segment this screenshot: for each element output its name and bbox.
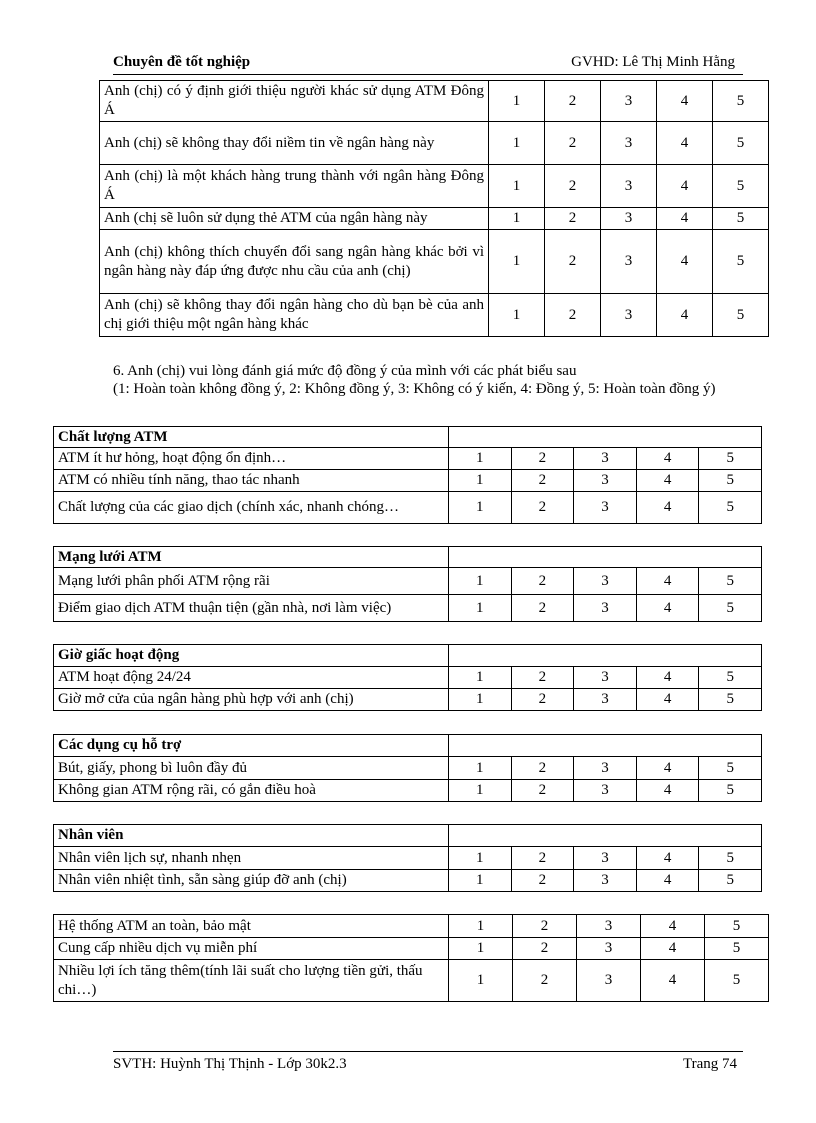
rating-option[interactable]: 1 (449, 448, 512, 470)
rating-option[interactable]: 4 (636, 689, 699, 711)
rating-option[interactable]: 3 (574, 595, 637, 622)
rating-option[interactable]: 3 (574, 568, 637, 595)
rating-option[interactable]: 5 (713, 122, 769, 165)
section-header-row (54, 645, 762, 667)
rating-option[interactable]: 5 (713, 208, 769, 230)
table-row (100, 81, 769, 122)
table-row (54, 568, 762, 595)
empty-cell (449, 735, 762, 757)
statement-cell: ATM có nhiều tính năng, thao tác nhanh (54, 470, 449, 492)
rating-option[interactable]: 5 (699, 492, 762, 524)
section-title: Các dụng cụ hỗ trợ (54, 735, 449, 757)
table-row (54, 938, 769, 960)
rating-option[interactable]: 3 (577, 915, 641, 938)
statement-cell: Nhân viên lịch sự, nhanh nhẹn (54, 847, 449, 870)
table-row (54, 689, 762, 711)
statement-cell: Anh (chị) là một khách hàng trung thành với ngân hàng Đông Á (100, 165, 489, 208)
statement-cell: Anh (chị sẽ luôn sử dụng thẻ ATM của ngân hàng này (100, 208, 489, 230)
rating-option[interactable]: 2 (513, 960, 577, 1002)
rating-option[interactable]: 3 (574, 470, 637, 492)
rating-option[interactable]: 4 (636, 448, 699, 470)
rating-option[interactable]: 4 (641, 960, 705, 1002)
rating-option[interactable]: 3 (574, 448, 637, 470)
rating-option[interactable]: 3 (577, 960, 641, 1002)
rating-option[interactable]: 4 (636, 568, 699, 595)
empty-cell (449, 547, 762, 568)
section-staff (53, 824, 762, 892)
statement-cell: Anh (chị) có ý định giới thiệu người khác sử dụng ATM Đông Á (100, 81, 489, 122)
rating-option[interactable]: 3 (601, 81, 657, 122)
document-title: Chuyên đề tốt nghiệp (113, 54, 251, 70)
rating-option[interactable]: 1 (449, 568, 512, 595)
rating-option[interactable]: 5 (699, 689, 762, 711)
rating-option[interactable]: 4 (636, 847, 699, 870)
rating-option[interactable]: 1 (449, 960, 513, 1002)
section-title: Giờ giấc hoạt động (54, 645, 449, 667)
statement-cell: ATM hoạt động 24/24 (54, 667, 449, 689)
table-row (100, 208, 769, 230)
rating-option[interactable]: 1 (449, 689, 512, 711)
table-row (54, 960, 769, 1002)
rating-option[interactable]: 2 (513, 915, 577, 938)
section-support-tools (53, 734, 762, 802)
question-6 (113, 362, 765, 398)
rating-option[interactable]: 4 (657, 294, 713, 337)
empty-cell (449, 825, 762, 847)
loyalty-table (99, 80, 769, 337)
rating-option[interactable]: 5 (699, 667, 762, 689)
rating-option[interactable]: 1 (489, 81, 545, 122)
table-row (54, 492, 762, 524)
statement-cell: Nhiều lợi ích tăng thêm(tính lãi suất cho lượng tiền gửi, thấu chi…) (54, 960, 449, 1002)
rating-option[interactable]: 2 (511, 667, 574, 689)
section-title: Nhân viên (54, 825, 449, 847)
table-row (54, 780, 762, 802)
rating-option[interactable]: 4 (657, 230, 713, 294)
rating-option[interactable]: 4 (657, 208, 713, 230)
rating-option[interactable]: 5 (713, 294, 769, 337)
section-atm-quality (53, 426, 762, 524)
table-row (54, 470, 762, 492)
rating-option[interactable]: 2 (511, 448, 574, 470)
section-title: Mạng lưới ATM (54, 547, 449, 568)
rating-option[interactable]: 5 (705, 915, 769, 938)
rating-option[interactable]: 5 (713, 81, 769, 122)
rating-option[interactable]: 1 (449, 667, 512, 689)
rating-option[interactable]: 4 (641, 938, 705, 960)
table-row (54, 870, 762, 892)
rating-option[interactable]: 4 (636, 780, 699, 802)
rating-option[interactable]: 2 (511, 595, 574, 622)
rating-option[interactable]: 1 (449, 870, 512, 892)
rating-option[interactable]: 1 (489, 122, 545, 165)
statement-cell: Bút, giấy, phong bì luôn đầy đủ (54, 757, 449, 780)
rating-option[interactable]: 3 (574, 870, 637, 892)
rating-option[interactable]: 3 (601, 230, 657, 294)
table-row (54, 847, 762, 870)
empty-cell (449, 645, 762, 667)
table-row (100, 294, 769, 337)
section-atm-network (53, 546, 762, 622)
rating-option[interactable]: 1 (449, 470, 512, 492)
rating-option[interactable]: 1 (489, 208, 545, 230)
rating-option[interactable]: 1 (489, 165, 545, 208)
rating-option[interactable]: 2 (545, 294, 601, 337)
rating-option[interactable]: 2 (511, 757, 574, 780)
rating-option[interactable]: 2 (511, 492, 574, 524)
table-row (54, 448, 762, 470)
section-operating-hours (53, 644, 762, 711)
rating-option[interactable]: 5 (705, 938, 769, 960)
rating-option[interactable]: 5 (705, 960, 769, 1002)
statement-cell: Cung cấp nhiều dịch vụ miễn phí (54, 938, 449, 960)
rating-option[interactable]: 2 (511, 689, 574, 711)
statement-cell: Hệ thống ATM an toàn, bảo mật (54, 915, 449, 938)
rating-option[interactable]: 1 (449, 915, 513, 938)
statement-cell: ATM ít hư hỏng, hoạt động ổn định… (54, 448, 449, 470)
page-header (113, 52, 743, 75)
rating-option[interactable]: 1 (489, 230, 545, 294)
rating-option[interactable]: 4 (636, 470, 699, 492)
supervisor-name: GVHD: Lê Thị Minh Hằng (571, 54, 735, 70)
rating-option[interactable]: 1 (449, 492, 512, 524)
rating-option[interactable]: 2 (545, 81, 601, 122)
statement-cell: Không gian ATM rộng rãi, có gắn điều hoà (54, 780, 449, 802)
statement-cell: Chất lượng của các giao dịch (chính xác, nhanh chóng… (54, 492, 449, 524)
statement-cell: Giờ mở cửa của ngân hàng phù hợp với anh (chị) (54, 689, 449, 711)
rating-option[interactable]: 2 (545, 165, 601, 208)
section-header-row (54, 427, 762, 448)
rating-option[interactable]: 5 (699, 448, 762, 470)
table-row (100, 165, 769, 208)
page-number: Trang 74 (682, 1056, 737, 1072)
rating-option[interactable]: 4 (636, 870, 699, 892)
table-row (54, 595, 762, 622)
section-header-row (54, 735, 762, 757)
rating-option[interactable]: 5 (699, 847, 762, 870)
section-header-row (54, 547, 762, 568)
rating-option[interactable]: 2 (545, 122, 601, 165)
statement-cell: Điểm giao dịch ATM thuận tiện (gần nhà, nơi làm việc) (54, 595, 449, 622)
rating-option[interactable]: 4 (636, 757, 699, 780)
section-other (53, 914, 769, 1002)
rating-option[interactable]: 5 (713, 165, 769, 208)
page-footer (113, 1051, 743, 1072)
rating-option[interactable]: 1 (449, 757, 512, 780)
rating-option[interactable]: 1 (449, 938, 513, 960)
statement-cell: Nhân viên nhiệt tình, sẵn sàng giúp đỡ anh (chị) (54, 870, 449, 892)
rating-option[interactable]: 5 (699, 568, 762, 595)
rating-option[interactable]: 2 (511, 870, 574, 892)
rating-option[interactable]: 4 (657, 122, 713, 165)
rating-option[interactable]: 1 (449, 595, 512, 622)
rating-option[interactable]: 3 (601, 122, 657, 165)
statement-cell: Mạng lưới phân phối ATM rộng rãi (54, 568, 449, 595)
rating-option[interactable]: 4 (641, 915, 705, 938)
rating-option[interactable]: 2 (511, 568, 574, 595)
table-row (54, 667, 762, 689)
rating-option[interactable]: 2 (513, 938, 577, 960)
empty-cell (449, 427, 762, 448)
table-row (54, 915, 769, 938)
statement-cell: Anh (chị) sẽ không thay đổi niềm tin về ngân hàng này (100, 122, 489, 165)
rating-option[interactable]: 3 (574, 689, 637, 711)
rating-option[interactable]: 1 (449, 780, 512, 802)
rating-option[interactable]: 4 (657, 81, 713, 122)
rating-option[interactable]: 3 (601, 165, 657, 208)
table-row (54, 757, 762, 780)
rating-option[interactable]: 2 (545, 230, 601, 294)
table-row (100, 122, 769, 165)
rating-option[interactable]: 5 (699, 780, 762, 802)
scale-note: (1: Hoàn toàn không đồng ý, 2: Không đồng ý, 3: Không có ý kiến, 4: Đồng ý, 5: Hoàn toàn đồng ý) (113, 381, 716, 397)
rating-option[interactable]: 5 (713, 230, 769, 294)
rating-option[interactable]: 5 (699, 595, 762, 622)
rating-option[interactable]: 1 (489, 294, 545, 337)
section-header-row (54, 825, 762, 847)
rating-option[interactable]: 2 (545, 208, 601, 230)
rating-option[interactable]: 3 (574, 492, 637, 524)
rating-option[interactable]: 3 (574, 847, 637, 870)
rating-option[interactable]: 3 (574, 780, 637, 802)
rating-option[interactable]: 4 (636, 492, 699, 524)
rating-option[interactable]: 2 (511, 847, 574, 870)
statement-cell: Anh (chị) không thích chuyển đổi sang ngân hàng khác bởi vì ngân hàng này đáp ứng được nhu cầu của anh (chị) (100, 230, 489, 294)
rating-option[interactable]: 4 (636, 667, 699, 689)
table-row (100, 230, 769, 294)
rating-option[interactable]: 5 (699, 870, 762, 892)
rating-option[interactable]: 5 (699, 757, 762, 780)
statement-cell: Anh (chị) sẽ không thay đổi ngân hàng cho dù bạn bè của anh chị giới thiệu một ngân hàng khác (100, 294, 489, 337)
rating-option[interactable]: 3 (574, 757, 637, 780)
rating-option[interactable]: 5 (699, 470, 762, 492)
rating-option[interactable]: 3 (601, 208, 657, 230)
rating-option[interactable]: 4 (657, 165, 713, 208)
rating-option[interactable]: 3 (574, 667, 637, 689)
rating-option[interactable]: 3 (577, 938, 641, 960)
rating-option[interactable]: 2 (511, 780, 574, 802)
section-title: Chất lượng ATM (54, 427, 449, 448)
rating-option[interactable]: 3 (601, 294, 657, 337)
rating-option[interactable]: 2 (511, 470, 574, 492)
rating-option[interactable]: 1 (449, 847, 512, 870)
rating-option[interactable]: 4 (636, 595, 699, 622)
question-title: 6. Anh (chị) vui lòng đánh giá mức độ đồng ý của mình với các phát biểu sau (113, 363, 577, 379)
student-info: SVTH: Huỳnh Thị Thịnh - Lớp 30k2.3 (113, 1056, 347, 1072)
